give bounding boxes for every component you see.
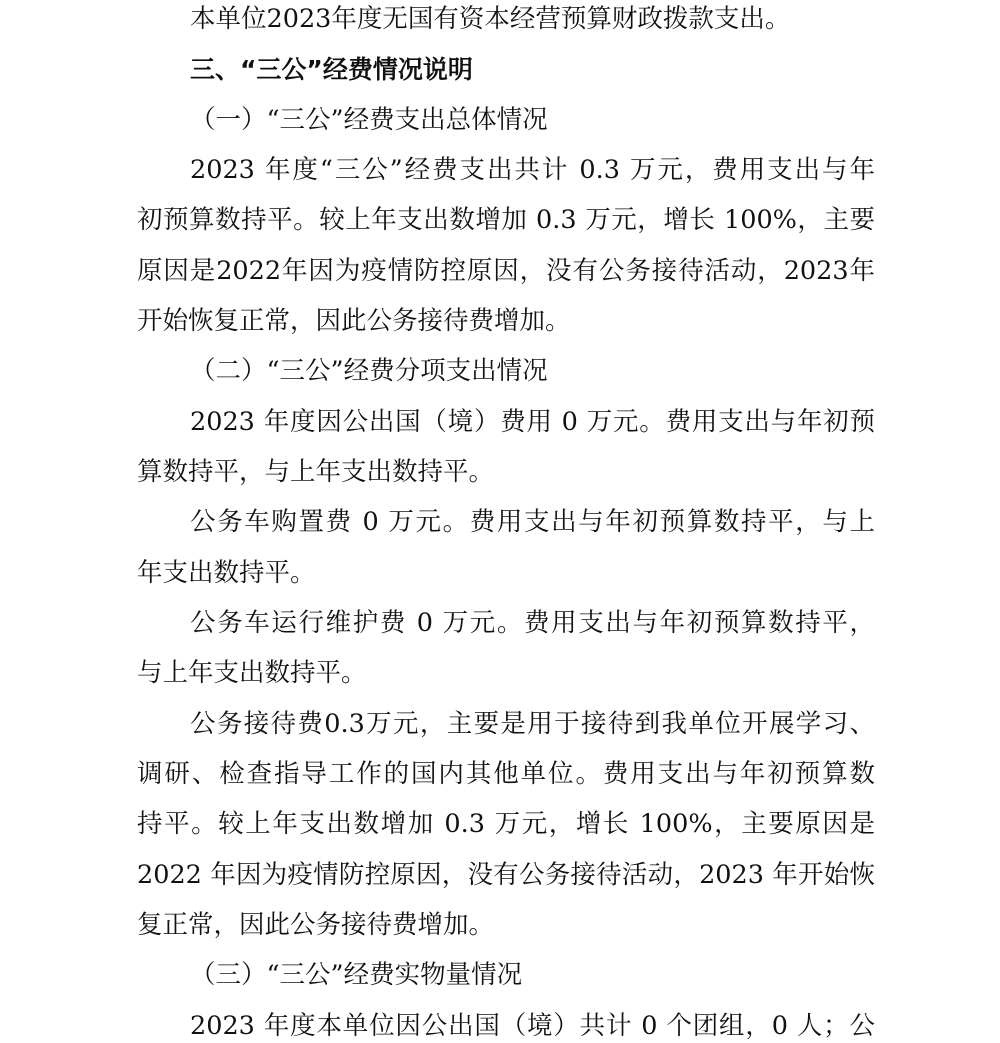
paragraph-line: 2023 年度“三公”经费支出共计 0.3 万元，费用支出与年: [190, 155, 875, 185]
paragraph-line: 与上年支出数持平。: [137, 658, 367, 688]
paragraph-line: 年支出数持平。: [137, 558, 316, 588]
section-heading-three-public-funds: 三、“三公”经费情况说明: [190, 55, 473, 84]
paragraph-line: 公务接待费0.3万元，主要是用于接待到我单位开展学习、: [190, 709, 875, 739]
paragraph-line: 调研、检查指导工作的国内其他单位。费用支出与年初预算数: [137, 759, 875, 789]
paragraph-line: 公务车购置费 0 万元。费用支出与年初预算数持平，与上: [190, 507, 875, 537]
paragraph-line: 初预算数持平。较上年支出数增加 0.3 万元，增长 100%，主要: [137, 205, 875, 235]
subheading-physical-quantity: （三）“三公”经费实物量情况: [190, 960, 523, 990]
subheading-itemized: （二）“三公”经费分项支出情况: [190, 356, 548, 386]
paragraph-line: 2023 年度本单位因公出国（境）共计 0 个团组，0 人；公: [190, 1011, 875, 1041]
paragraph-line: 算数持平，与上年支出数持平。: [137, 457, 495, 487]
subheading-overall: （一）“三公”经费支出总体情况: [190, 105, 548, 135]
paragraph-line: 2022 年因为疫情防控原因，没有公务接待活动，2023 年开始恢: [137, 860, 875, 890]
paragraph-line: 本单位2023年度无国有资本经营预算财政拨款支出。: [190, 4, 791, 34]
paragraph-line: 2023 年度因公出国（境）费用 0 万元。费用支出与年初预: [190, 407, 875, 437]
paragraph-line: 原因是2022年因为疫情防控原因，没有公务接待活动，2023年: [137, 256, 875, 286]
paragraph-line: 持平。较上年支出数增加 0.3 万元，增长 100%，主要原因是: [137, 809, 875, 839]
paragraph-line: 开始恢复正常，因此公务接待费增加。: [137, 306, 571, 336]
paragraph-line: 复正常，因此公务接待费增加。: [137, 910, 495, 940]
paragraph-line: 公务车运行维护费 0 万元。费用支出与年初预算数持平，: [190, 608, 875, 638]
